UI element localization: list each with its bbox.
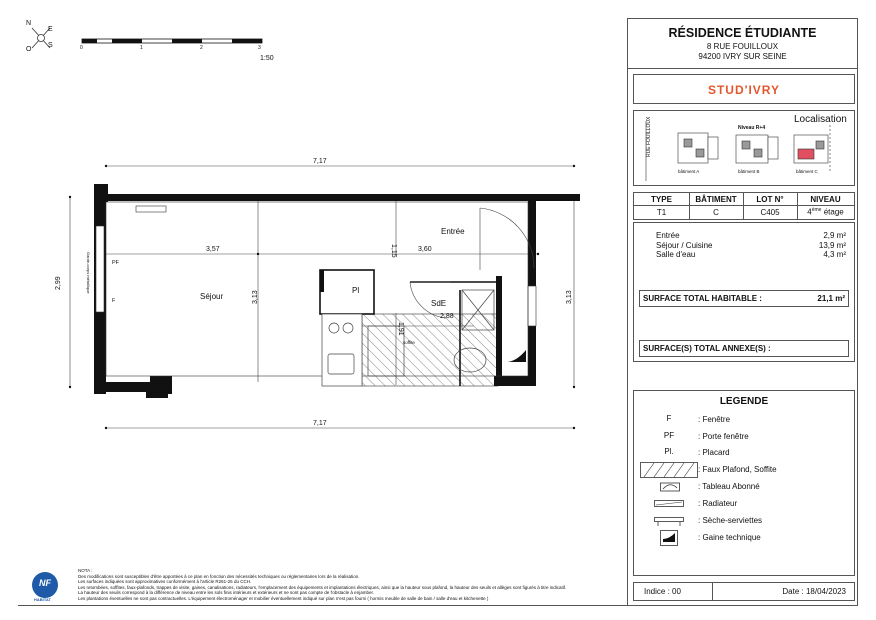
window-f-label: F (112, 298, 116, 304)
dim-sde-depth: 1,91 (397, 322, 404, 336)
dim-sejour-width: 3,57 (206, 246, 220, 253)
info-table (633, 192, 855, 220)
legend-item-seche-serviettes (634, 515, 853, 531)
legend-item-radiateur (634, 498, 853, 514)
address-line-1: 8 RUE FOUILLOUX (706, 42, 779, 51)
scale-tick-3: 3 (258, 45, 261, 51)
surface-annexe-box (639, 340, 849, 357)
floor-plan (50, 150, 610, 460)
room-label-sde: SdE (431, 299, 447, 308)
header-type: TYPE (651, 195, 672, 204)
legend-title: LEGENDE (719, 396, 769, 407)
value-batiment: C (713, 208, 719, 217)
building-b-label: bâtiment B (738, 169, 760, 174)
index-label: Indice : 00 (644, 587, 681, 596)
legend-label-porte-fenetre: : Porte fenêtre (698, 432, 749, 441)
address-line-2: 94200 IVRY SUR SEINE (698, 52, 787, 61)
dim-bottom: 7,17 (313, 420, 327, 427)
notes-title: NOTA : (78, 568, 93, 573)
legend-label-seche-serviettes: : Sèche-serviettes (698, 516, 763, 525)
header-niveau: NIVEAU (810, 195, 841, 204)
frame-right (857, 18, 858, 606)
legend-symbol-pf: PF (663, 431, 675, 440)
localisation-title: Localisation (794, 114, 847, 125)
dim-right: 3,13 (566, 290, 573, 304)
legend-item-faux-plafond (634, 464, 853, 480)
dim-top: 7,17 (313, 158, 327, 165)
dim-entree-width: 3,60 (418, 246, 432, 253)
nf-logo-text: NF (39, 578, 51, 588)
compass-s: S (48, 42, 53, 49)
legend-label-gaine: : Gaine technique (698, 533, 761, 542)
residence-title: RÉSIDENCE ÉTUDIANTE (668, 26, 817, 40)
surface-value-sde: 4,3 m² (823, 250, 846, 259)
legend-item-fenetre (634, 414, 853, 430)
legend-label-tableau: : Tableau Abonné (698, 482, 760, 491)
legend-symbol-pl: Pl. (664, 447, 674, 456)
level-label: Niveau R+4 (738, 125, 766, 131)
brand-logo: STUD'IVRY (707, 83, 781, 97)
value-type: T1 (656, 208, 667, 217)
notes-line-5: Les plantations éventuelles ne sont pas contractuelles. L'équipement électroménager et mobilier éventuellement indiqué sur plan n'est pas fourni ( hormis meuble de salle de bain / salle d'eau et kitchenette ) (78, 595, 489, 601)
surface-value-sejour: 13,9 m² (818, 241, 846, 250)
localisation-block (633, 110, 855, 186)
surface-label-entree: Entrée (656, 231, 680, 240)
notes-line-4: La hauteur des seuils correspond à la différence de niveau entre les sols finis intérieurs et extérieurs et ne sont pas compte de l'obstacle à enjamber. (78, 590, 374, 596)
dim-entree-depth: 1,15 (390, 244, 397, 258)
surface-label-sejour: Séjour / Cuisine (656, 241, 713, 250)
compass-e: E (48, 26, 53, 33)
legend-block (633, 390, 855, 576)
tableau-abonne-icon (660, 480, 680, 494)
legend-label-radiateur: : Radiateur (698, 499, 738, 508)
footer-block (633, 582, 855, 601)
window-note: Garde-corps métallique (86, 252, 91, 294)
soffite-label: soffite (403, 340, 415, 345)
placard-label: Pl (352, 286, 360, 295)
scale-tick-0: 0 (80, 45, 83, 51)
scale-tick-1: 1 (140, 45, 143, 51)
gaine-technique-icon (660, 530, 678, 546)
nf-logo-sub: HABITAT (34, 597, 51, 602)
building-c-label: bâtiment C (796, 169, 818, 174)
title-block (627, 18, 858, 69)
date-label: Date : 18/04/2023 (782, 587, 846, 596)
dim-left: 2,99 (55, 276, 62, 290)
legend-label-fenetre: : Fenêtre (698, 415, 731, 424)
dim-sejour-depth: 3,13 (252, 290, 259, 304)
surface-label-sde: Salle d'eau (656, 250, 696, 259)
legend-item-placard (634, 447, 853, 463)
legend-item-porte-fenetre (634, 431, 853, 447)
compass-n: N (26, 20, 32, 27)
compass-o: O (26, 46, 32, 53)
notes-block (78, 568, 623, 602)
surface-total-label: SURFACE TOTAL HABITABLE : (643, 294, 762, 303)
frame-divider (627, 18, 628, 606)
dim-sde-width: 2,88 (440, 313, 454, 320)
value-niveau: 4ème étage (807, 207, 844, 217)
header-lot: LOT N° (756, 195, 784, 204)
surface-value-entree: 2,9 m² (823, 231, 846, 240)
legend-label-placard: : Placard (698, 448, 730, 457)
hatch-icon (640, 462, 698, 478)
room-label-entree: Entrée (441, 227, 465, 236)
notes-line-1: Des modifications sont susceptibles d'être apportées à ce plan en fonction des nécessités techniques ou réglementaires lors de la réalisation. (78, 573, 360, 579)
room-label-sejour: Séjour (200, 292, 224, 301)
window-pf-label: PF (112, 260, 120, 266)
surface-total-box (639, 290, 849, 307)
value-lot: C405 (760, 208, 780, 217)
legend-item-tableau (634, 481, 853, 497)
building-a-label: bâtiment A (678, 169, 700, 174)
radiator-icon (654, 499, 684, 509)
legend-label-faux-plafond: : Faux Plafond, Soffite (698, 465, 777, 474)
scale-tick-2: 2 (200, 45, 203, 51)
legend-item-gaine (634, 532, 853, 548)
street-label: RUE FOUILLOUX (646, 116, 652, 157)
frame-bottom (18, 605, 858, 606)
surface-annexe-label: SURFACE(S) TOTAL ANNEXE(S) : (643, 344, 771, 353)
nf-logo (32, 572, 58, 598)
notes-line-2: Les surfaces indiquées sont approximatives conformément à l'article R261-25 du CCH. (78, 579, 252, 585)
surface-total-value: 21,1 m² (817, 294, 845, 303)
towel-dryer-icon (654, 515, 684, 527)
scale-bar (80, 36, 270, 48)
brand-block (633, 74, 855, 104)
scale-ratio: 1:50 (260, 55, 274, 62)
header-batiment: BÂTIMENT (695, 195, 737, 204)
notes-line-3: Les retombées, soffites, faux-plafonds, trappes de visite, gaines, canalisations, radiateurs, l'emplacement des équipements et implantations électriques, ainsi que la hauteur sous plafond, la hauteur des seuils et allèges sont figurés à titre indicatif. (78, 584, 567, 590)
surfaces-block (633, 222, 855, 362)
legend-symbol-f: F (666, 414, 672, 423)
